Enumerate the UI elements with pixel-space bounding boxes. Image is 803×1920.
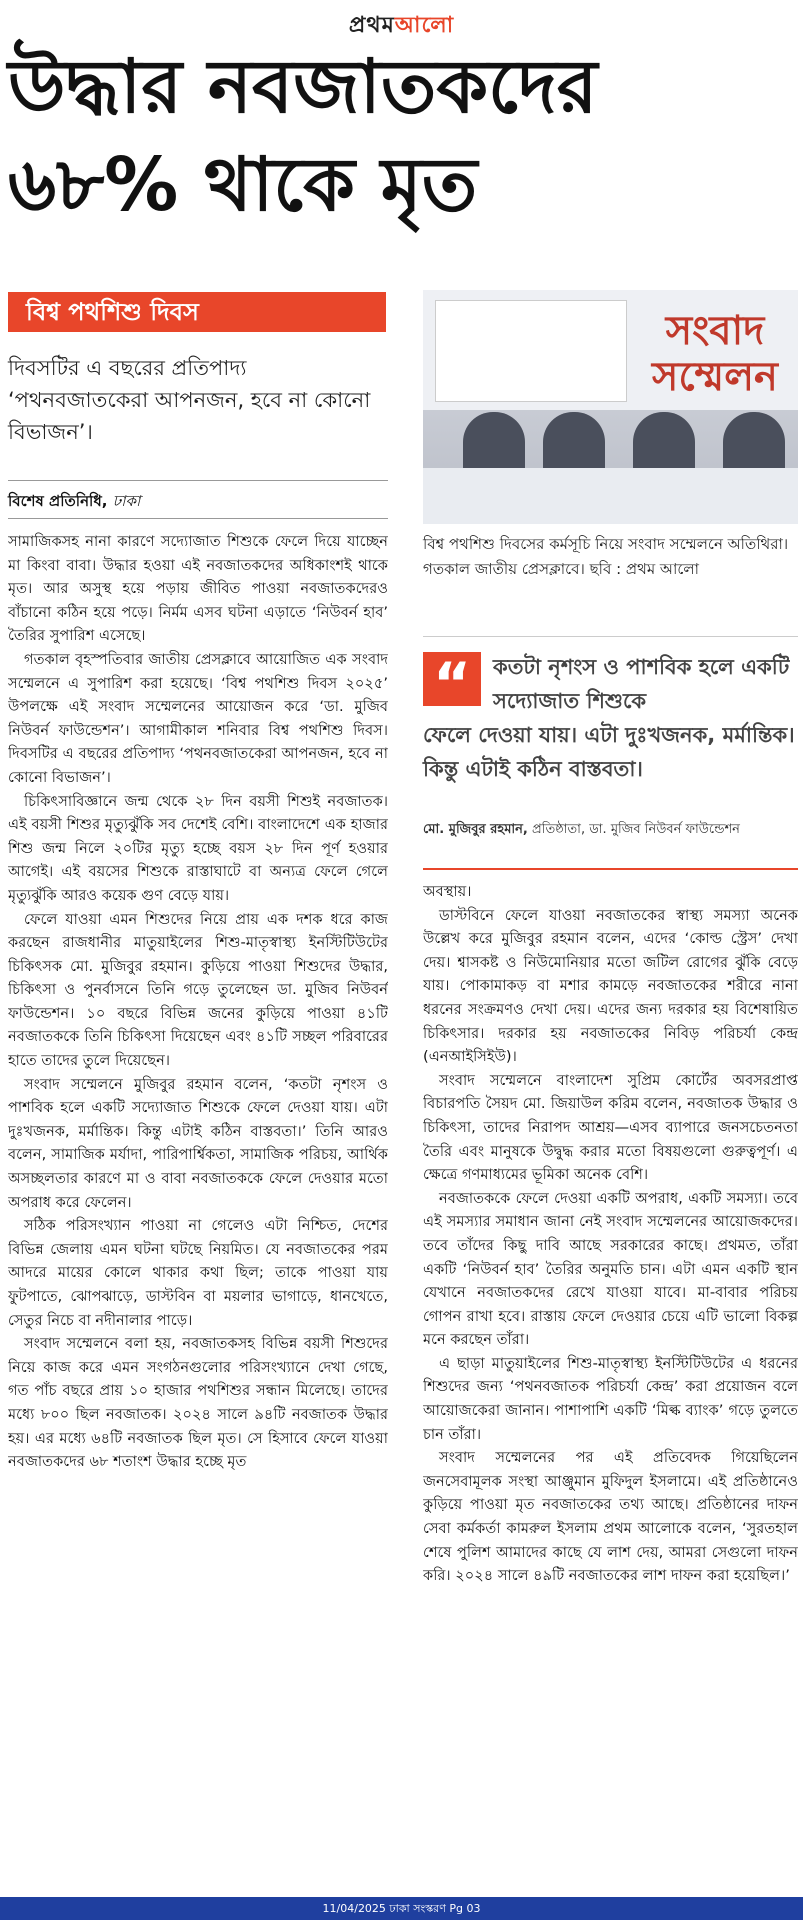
pull-quote-rest: ফেলে দেওয়া যায়। এটা দুঃখজনক, মর্মান্তিক। কিন্তু এটাই কঠিন বাস্তবতা।	[423, 723, 795, 781]
divider	[8, 480, 388, 481]
divider	[8, 518, 388, 519]
paragraph: ফেলে যাওয়া এমন শিশুদের নিয়ে প্রায় এক দশক ধরে কাজ করছেন রাজধানীর মাতুয়াইলের শিশু-মাতৃস্বাস্থ্য ইনস্টিটিউটের চিকিৎসক মো. মুজিবুর রহমান। কুড়িয়ে পাওয়া শিশুদের উদ্ধার, চিকিৎসা ও পুনর্বাসনে তিনি গড়ে তুলেছেন ডা. মুজিব নিউবর্ন ফাউন্ডেশন। ১০ বছরে বিভিন্ন জনের কুড়িয়ে পাওয়া ৪১টি নবজাতককে তিনি চিকিৎসা দিয়েছেন এবং ৪১টি সচ্ছল পরিবারের হাতে তাদের তুলে দিয়েছেন।	[8, 910, 388, 1070]
paragraph: অবস্থায়।	[423, 883, 472, 900]
photo-banner-text: সংবাদ সম্মেলন	[652, 308, 778, 400]
foundation-logo-panel	[435, 300, 627, 402]
paragraph: চিকিৎসাবিজ্ঞানে জন্ম থেকে ২৮ দিন বয়সী শিশুই নবজাতক। এই বয়সী শিশুর মৃত্যুঝুঁকি সব দেশেই বেশি। বাংলাদেশে এক হাজার শিশু জন্ম নিলে ২০টির মৃত্যু হচ্ছে বয়স ২৮ দিন পূর্ণ হওয়ার আগেই। এই বয়সের শিশুকে রাস্তাঘাটে বা অন্যত্র ফেলে গেলে মৃত্যুঝুঁকি আরও কয়েক গুণ বেড়ে যায়।	[8, 792, 388, 904]
kicker-label: বিশ্ব পথশিশু দিবস	[8, 292, 386, 332]
conference-table	[423, 468, 798, 524]
masthead-part1: প্রথম	[348, 13, 395, 38]
subtitle: দিবসটির এ বছরের প্রতিপাদ্য ‘পথনবজাতকেরা আপনজন, হবে না কোনো বিভাজন’।	[8, 356, 371, 444]
paragraph: সামাজিকসহ নানা কারণে সদ্যোজাত শিশুকে ফেলে দিয়ে যাচ্ছেন মা কিংবা বাবা। উদ্ধার হওয়া এই নবজাতকদের অধিকাংশই থাকে মৃত। আর অসুস্থ হয়ে পড়ায় জীবিত পাওয়া নবজাতকদেরও বাঁচানো কঠিন হয়ে পড়ে। নির্মম এসব ঘটনা এড়াতে ‘নিউবর্ন হাব’ তৈরির সুপারিশ এসেছে।	[8, 533, 388, 645]
paragraph: সংবাদ সম্মেলনের পর এই প্রতিবেদক গিয়েছিলেন জনসেবামূলক সংস্থা আঞ্জুমান মুফিদুল ইসলামে। এই প্রতিষ্ঠানেও কুড়িয়ে পাওয়া মৃত নবজাতকের তথ্য আছে। প্রতিষ্ঠানের দাফন সেবা কর্মকর্তা কামরুল ইসলাম প্রথম আলোকে বলেন, ‘সুরতহাল শেষে পুলিশ আমাদের কাছে যে লাশ দেয়, আমরা সেগুলো দাফন করি। ২০২৪ সালে ৪৯টি নবজাতকের লাশ দাফন করা হয়েছিল।’	[423, 1449, 798, 1585]
paragraph: এ ছাড়া মাতুয়াইলের শিশু-মাতৃস্বাস্থ্য ইনস্টিটিউটের এ ধরনের শিশুদের জন্য ‘পথনবজাতক পরিচর্যা কেন্দ্র’ করা প্রয়োজন বলে আয়োজকেরা জানান। পাশাপাশি একটি ‘মিল্ক ব্যাংক’ গড়ে তুলতে চান তাঁরা।	[423, 1354, 798, 1443]
paragraph: সংবাদ সম্মেলনে বলা হয়, নবজাতকসহ বিভিন্ন বয়সী শিশুদের নিয়ে কাজ করে এমন সংগঠনগুলোর পরিসংখ্যানে দেখা গেছে, গত পাঁচ বছরে প্রায় ১০ হাজার পথশিশুর সন্ধান মিলেছে। তাদের মধ্যে ৮০০ ছিল নবজাতক। ২০২৪ সালে ৯৪টি নবজাতক উদ্ধার হয়। এর মধ্যে ৬৪টি নবজাতক ছিল মৃত। সে হিসাবে ফেলে যাওয়া নবজাতকদের ৬৮ শতাংশ উদ্ধার হচ্ছে মৃত	[8, 1335, 388, 1471]
page-footer: 11/04/2025 ঢাকা সংস্করণ Pg 03	[0, 1897, 803, 1920]
paragraph: সংবাদ সম্মেলনে বাংলাদেশ সুপ্রিম কোর্টের অবসরপ্রাপ্ত বিচারপতি সৈয়দ মো. জিয়াউল করিম বলেন, নবজাতক উদ্ধার ও চিকিৎসা, তাদের নিরাপদ আশ্রয়—এসব ব্যাপারে জনসচেতনতা তৈরি এবং মানুষকে উদ্বুদ্ধ করার মতো বিষয়গুলো গুরুত্বপূর্ণ। এ ক্ষেত্রে গণমাধ্যমের ভূমিকা অনেক বেশি।	[423, 1071, 798, 1184]
paragraph: গতকাল বৃহস্পতিবার জাতীয় প্রেসক্লাবে আয়োজিত এক সংবাদ সম্মেলনে এ সুপারিশ করা হয়েছে। ‘বিশ্ব পথশিশু দিবস ২০২৫’ উপলক্ষে এই সংবাদ সম্মেলনের আয়োজন করে ‘ডা. মুজিব নিউবর্ন ফাউন্ডেশন’। আগামীকাল শনিবার বিশ্ব পথশিশু দিবস। দিবসটির এ বছরের প্রতিপাদ্য ‘পথনবজাতকেরা আপনজন, হবে না কোনো বিভাজন’।	[8, 650, 388, 786]
pull-quote-attribution	[423, 818, 798, 841]
byline-location: ঢাকা	[112, 492, 141, 510]
paragraph: ডাস্টবিনে ফেলে যাওয়া নবজাতকের স্বাস্থ্য সমস্যা অনেক উল্লেখ করে মুজিবুর রহমান বলেন, এদের ‘কোল্ড স্ট্রেস’ দেখা দেয়। শ্বাসকষ্ট ও নিউমোনিয়ার মতো জটিল রোগের ঝুঁকি বেড়ে যায়। পোকামাকড় বা মশার কামড়ে নবজাতকের শরীরে নানা ধরনের সংক্রমণও দেখা দেয়। এদের জন্য দরকার হয় বিশেষায়িত চিকিৎসার। দরকার হয় নবজাতকের নিবিড় পরিচর্যা কেন্দ্র (এনআইসিইউ)।	[423, 906, 798, 1066]
press-conference-photo	[423, 290, 798, 524]
photo-caption: বিশ্ব পথশিশু দিবসের কর্মসূচি নিয়ে সংবাদ সম্মেলনে অতিথিরা। গতকাল জাতীয় প্রেসক্লাবে। ছবি : প্রথম আলো	[423, 535, 789, 578]
paragraph: নবজাতককে ফেলে দেওয়া একটি অপরাধ, একটি সমস্যা। তবে এই সমস্যার সমাধান জানা নেই সংবাদ সম্মেলনের আয়োজকদের। তবে তাঁদের কিছু দাবি আছে সরকারের কাছে। প্রথমত, তাঁরা একটি ‘নিউবর্ন হাব’ তৈরির অনুমতি চান। এটা এমন একটি স্থান যেখানে নবজাতকদের রেখে যাওয়া যাবে। মা-বাবার পরিচয় গোপন রাখা হবে। রাস্তায় ফেলে দেওয়ার চেয়ে এটি ভালো বিকল্প মনে করছেন তাঁরা।	[423, 1189, 798, 1349]
masthead-part2: আলো	[394, 13, 455, 38]
quote-icon: “	[423, 652, 481, 706]
attribution-name: মো. মুজিবুর রহমান,	[423, 822, 528, 837]
pull-quote-lead: কতটা নৃশংস ও পাশবিক হলে একটি সদ্যোজাত শিশুকে	[493, 655, 790, 713]
divider	[423, 636, 798, 637]
divider	[423, 868, 798, 870]
byline	[8, 490, 388, 515]
pull-quote	[423, 650, 798, 786]
article-column-2	[423, 880, 798, 1900]
headline-line1: উদ্ধার নবজাতকদের	[8, 44, 598, 130]
paragraph: সংবাদ সম্মেলনে মুজিবুর রহমান বলেন, ‘কতটা নৃশংস ও পাশবিক হলে একটি সদ্যোজাত শিশুকে ফেলে দেওয়া যায়। এটা দুঃখজনক, মর্মান্তিক। কিন্তু এটাই কঠিন বাস্তবতা।’ তিনি আরও বলেন, সামাজিক মর্যাদা, পারিপার্শ্বিকতা, সামাজিক পরিচয়, আর্থিক অসচ্ছলতার কারণে মা ও বাবা নবজাতককে ফেলে দেওয়ার মতো অপরাধ করে ফেলেন।	[8, 1075, 388, 1211]
paragraph: সঠিক পরিসংখ্যান পাওয়া না গেলেও এটা নিশ্চিত, দেশের বিভিন্ন জেলায় এমন ঘটনা ঘটছে নিয়মিত। যে নবজাতকের পরম আদরে মায়ের কোলে থাকার কথা ছিল; তাকে পাওয়া যায় ফুটপাতে, ঝোপঝাড়ে, ডাস্টবিন বা ময়লার ভাগাড়ে, ধানখেতে, সেতুর নিচে বা নদীনালার পাড়ে।	[8, 1217, 388, 1329]
headline	[8, 38, 798, 234]
attribution-role: প্রতিষ্ঠাতা, ডা. মুজিব নিউবর্ন ফাউন্ডেশন	[532, 822, 740, 837]
article-column-1	[8, 530, 388, 1900]
headline-line2: ৬৮% থাকে মৃত	[8, 142, 478, 228]
byline-name: বিশেষ প্রতিনিধি,	[8, 492, 108, 510]
